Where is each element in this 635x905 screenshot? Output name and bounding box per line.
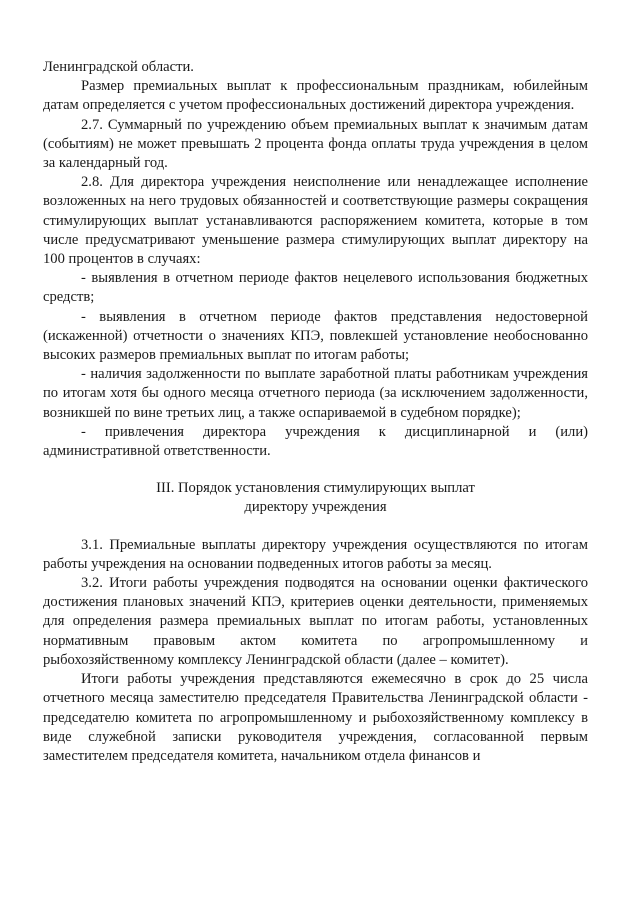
list-item-disciplinary: - привлечения директора учреждения к дисциплинарной и (или) административной ответственности. (43, 423, 588, 460)
section-heading-line-1: III. Порядок установления стимулирующих выплат (156, 480, 475, 497)
list-item-wage-arrears: - наличия задолженности по выплате заработной платы работникам учреждения по итогам хотя бы одного месяца отчетного периода (за исключением задолженности, возникшей по вине третьих лиц, а также оспариваемой в судебном порядке); (43, 366, 588, 421)
section-heading (43, 479, 588, 517)
paragraph-results-submission: Итоги работы учреждения представляются ежемесячно в срок до 25 числа отчетного месяца заместителю председателя Правительства Ленинградской области - председателю комитета по агропромышленному и рыбохозяйственному комплексу в виде служебной записки руководителя учреждения, согласованной первым заместителем председателя комитета, начальником отдела финансов и (43, 671, 588, 764)
paragraph-3-2: 3.2. Итоги работы учреждения подводятся на основании оценки фактического достижения плановых значений КПЭ, критериев оценки деятельности, применяемых для определения размера премиальных выплат по итогам работы, установленных нормативным правовым актом комитета по агропромышленному и рыбохозяйственному комплексу Ленинградской области (далее – комитет). (43, 575, 588, 668)
paragraph-2-7: 2.7. Суммарный по учреждению объем премиальных выплат к значимым датам (событиям) не может превышать 2 процента фонда оплаты труда учреждения в целом за календарный год. (43, 116, 588, 172)
list-item-false-reporting: - выявления в отчетном периоде фактов представления недостоверной (искаженной) отчетности о значениях КПЭ, повлекшей установление необоснованно высоких размеров премиальных выплат по итогам работы; (43, 308, 588, 364)
paragraph-2-8: 2.8. Для директора учреждения неисполнение или ненадлежащее исполнение возложенных на него трудовых обязанностей и соответствующие размеры сокращения стимулирующих выплат устанавливаются распоряжением комитета, которые в том числе предусматривают уменьшение размера стимулирующих выплат директору на 100 процентов в случаях: (43, 174, 588, 268)
document-page (43, 58, 588, 766)
paragraph-continuation: Ленинградской области. (43, 59, 194, 75)
list-item-misuse: - выявления в отчетном периоде фактов нецелевого использования бюджетных средств; (43, 270, 588, 306)
paragraph-3-1: 3.1. Премиальные выплаты директору учреждения осуществляются по итогам работы учреждения на основании подведенных итогов работы за месяц. (43, 536, 588, 572)
paragraph-bonus-size: Размер премиальных выплат к профессиональным праздникам, юбилейным датам определяется с учетом профессиональных достижений директора учреждения. (43, 78, 588, 114)
section-heading-line-2: директору учреждения (244, 499, 387, 516)
